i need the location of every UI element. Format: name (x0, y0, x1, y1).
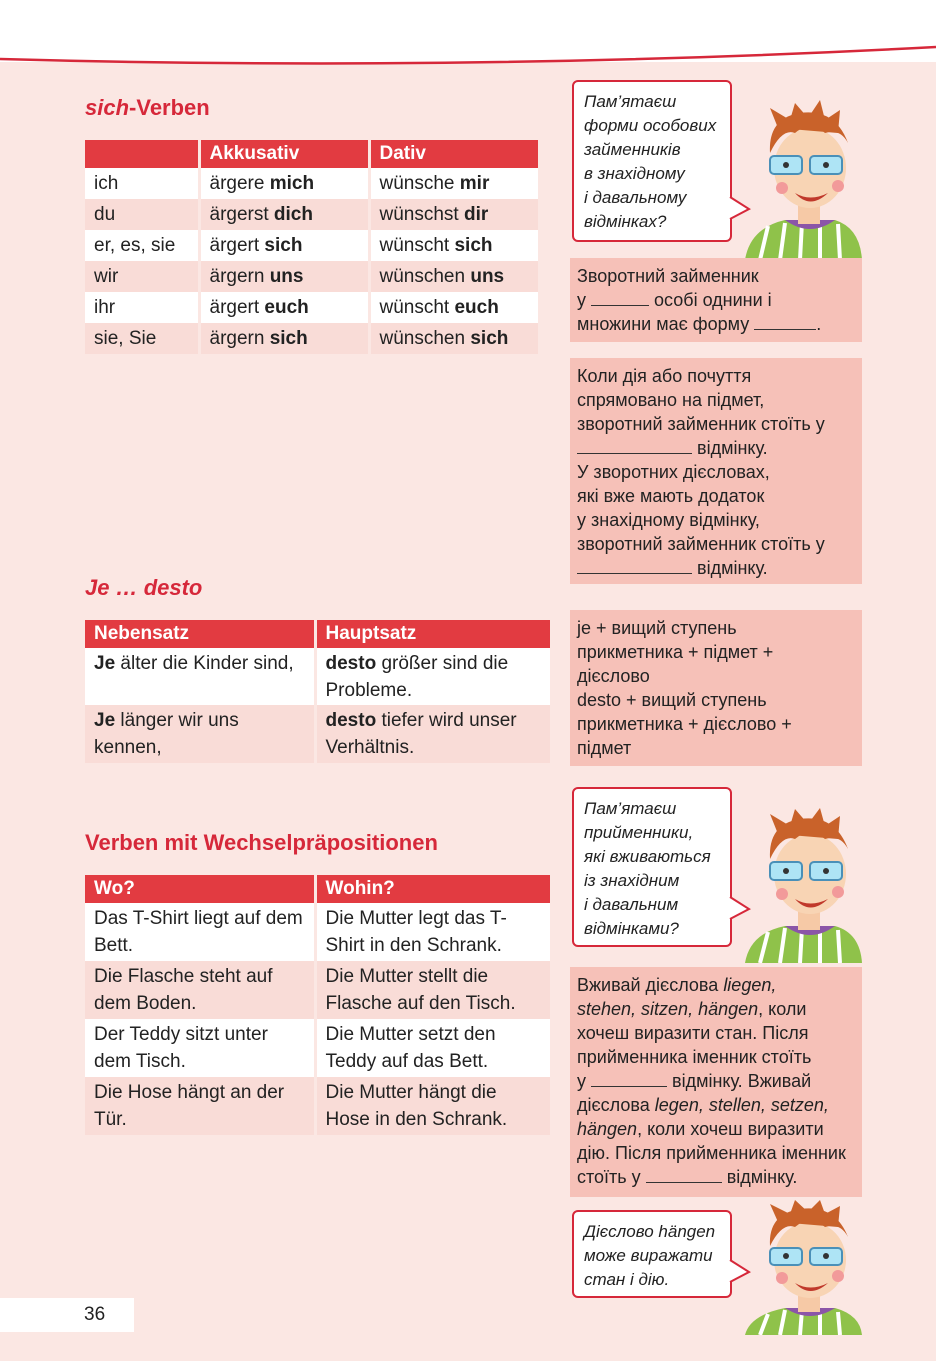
fill-blank[interactable] (577, 437, 692, 454)
akkusativ-cell: ärgere mich (199, 168, 369, 199)
section-title-sich-verben: sich-Verben (85, 95, 210, 120)
pronoun-cell: er, es, sie (85, 230, 199, 261)
hauptsatz-cell: desto größer sind die Probleme. (315, 648, 550, 705)
dativ-cell: wünschen sich (369, 323, 538, 354)
section-title-je-desto: Je … desto (85, 575, 203, 600)
header-wo: Wo? (85, 875, 315, 903)
table-row (85, 261, 538, 292)
table-row (85, 199, 538, 230)
dativ-cell: wünsche mir (369, 168, 538, 199)
pronoun-cell: wir (85, 261, 199, 292)
table-row (85, 292, 538, 323)
table-row (85, 323, 538, 354)
top-red-line (0, 0, 936, 80)
wohin-cell: Die Mutter stellt die Flasche auf den Tisch. (315, 961, 550, 1019)
akkusativ-cell: ärgern uns (199, 261, 369, 292)
boy-illustration (740, 98, 865, 260)
akkusativ-cell: ärgern sich (199, 323, 369, 354)
speech-bubble-haengen: Дієслово hängen може виражати стан і дію. (572, 1210, 732, 1298)
je-desto-table (85, 620, 550, 763)
table-row (85, 903, 550, 961)
nebensatz-cell: Je länger wir uns kennen, (85, 705, 315, 763)
page-number: 36 (0, 1298, 134, 1332)
header-empty (85, 140, 199, 168)
pronoun-cell: sie, Sie (85, 323, 199, 354)
table-row (85, 1019, 550, 1077)
akkusativ-cell: ärgert sich (199, 230, 369, 261)
fill-blank[interactable] (591, 289, 649, 306)
table-row (85, 168, 538, 199)
wohin-cell: Die Mutter setzt den Teddy auf das Bett. (315, 1019, 550, 1077)
wohin-cell: Die Mutter legt das T-Shirt in den Schrank. (315, 903, 550, 961)
nebensatz-cell: Je älter die Kinder sind, (85, 648, 315, 705)
wo-cell: Der Teddy sitzt unter dem Tisch. (85, 1019, 315, 1077)
header-hauptsatz: Hauptsatz (315, 620, 550, 648)
dativ-cell: wünscht sich (369, 230, 538, 261)
boy-illustration (740, 1200, 865, 1335)
table-row (85, 961, 550, 1019)
info-box-reflexive-form: Зворотний займенник у особі однини і множини має форму . (570, 258, 862, 342)
pronoun-cell: ich (85, 168, 199, 199)
speech-bubble-prepositions: Пам’ятаєш прийменники, які вживаються із знахідним і давальним відмінками? (572, 787, 732, 947)
wo-cell: Das T-Shirt liegt auf dem Bett. (85, 903, 315, 961)
hauptsatz-cell: desto tiefer wird unser Verhältnis. (315, 705, 550, 763)
table-row (85, 230, 538, 261)
akkusativ-cell: ärgert euch (199, 292, 369, 323)
dativ-cell: wünscht euch (369, 292, 538, 323)
wechselpraepositionen-table (85, 875, 550, 1135)
dativ-cell: wünschst dir (369, 199, 538, 230)
dativ-cell: wünschen uns (369, 261, 538, 292)
table-row (85, 648, 550, 705)
header-dativ: Dativ (369, 140, 538, 168)
table-row (85, 705, 550, 763)
fill-blank[interactable] (754, 313, 816, 330)
fill-blank[interactable] (646, 1166, 722, 1183)
sich-verben-table (85, 140, 538, 354)
pronoun-cell: du (85, 199, 199, 230)
fill-blank[interactable] (577, 557, 692, 574)
header-akkusativ: Akkusativ (199, 140, 369, 168)
info-box-reflexive-case: Коли дія або почуття спрямовано на підмет, зворотний займенник стоїть у відмінку. У зворотних дієсловах, які вже мають додаток у знахідному відмінку, зворотний займенник стоїть у відмінку. (570, 358, 862, 584)
header-wohin: Wohin? (315, 875, 550, 903)
info-box-je-desto-rule: je + вищий ступень прикметника + підмет + дієслово desto + вищий ступень прикметника + дієслово + підмет (570, 610, 862, 766)
pronoun-cell: ihr (85, 292, 199, 323)
fill-blank[interactable] (591, 1070, 667, 1087)
wo-cell: Die Hose hängt an der Tür. (85, 1077, 315, 1135)
section-title-wechselpraepositionen: Verben mit Wechselpräpositionen (85, 830, 438, 855)
wohin-cell: Die Mutter hängt die Hose in den Schrank. (315, 1077, 550, 1135)
wo-cell: Die Flasche steht auf dem Boden. (85, 961, 315, 1019)
table-row (85, 1077, 550, 1135)
header-nebensatz: Nebensatz (85, 620, 315, 648)
akkusativ-cell: ärgerst dich (199, 199, 369, 230)
speech-bubble-pronouns: Пам’ятаєш форми особових займенників в знахідному і давальному відмінках? (572, 80, 732, 242)
boy-illustration (740, 808, 865, 963)
info-box-verb-usage: Вживай дієслова liegen, stehen, sitzen, hängen, коли хочеш виразити стан. Після прийменника іменник стоїть у відмінку. Вживай дієслова legen, stellen, setzen, hängen, коли хочеш виразити дію. Після прийменника іменник стоїть у відмінку. (570, 967, 862, 1197)
